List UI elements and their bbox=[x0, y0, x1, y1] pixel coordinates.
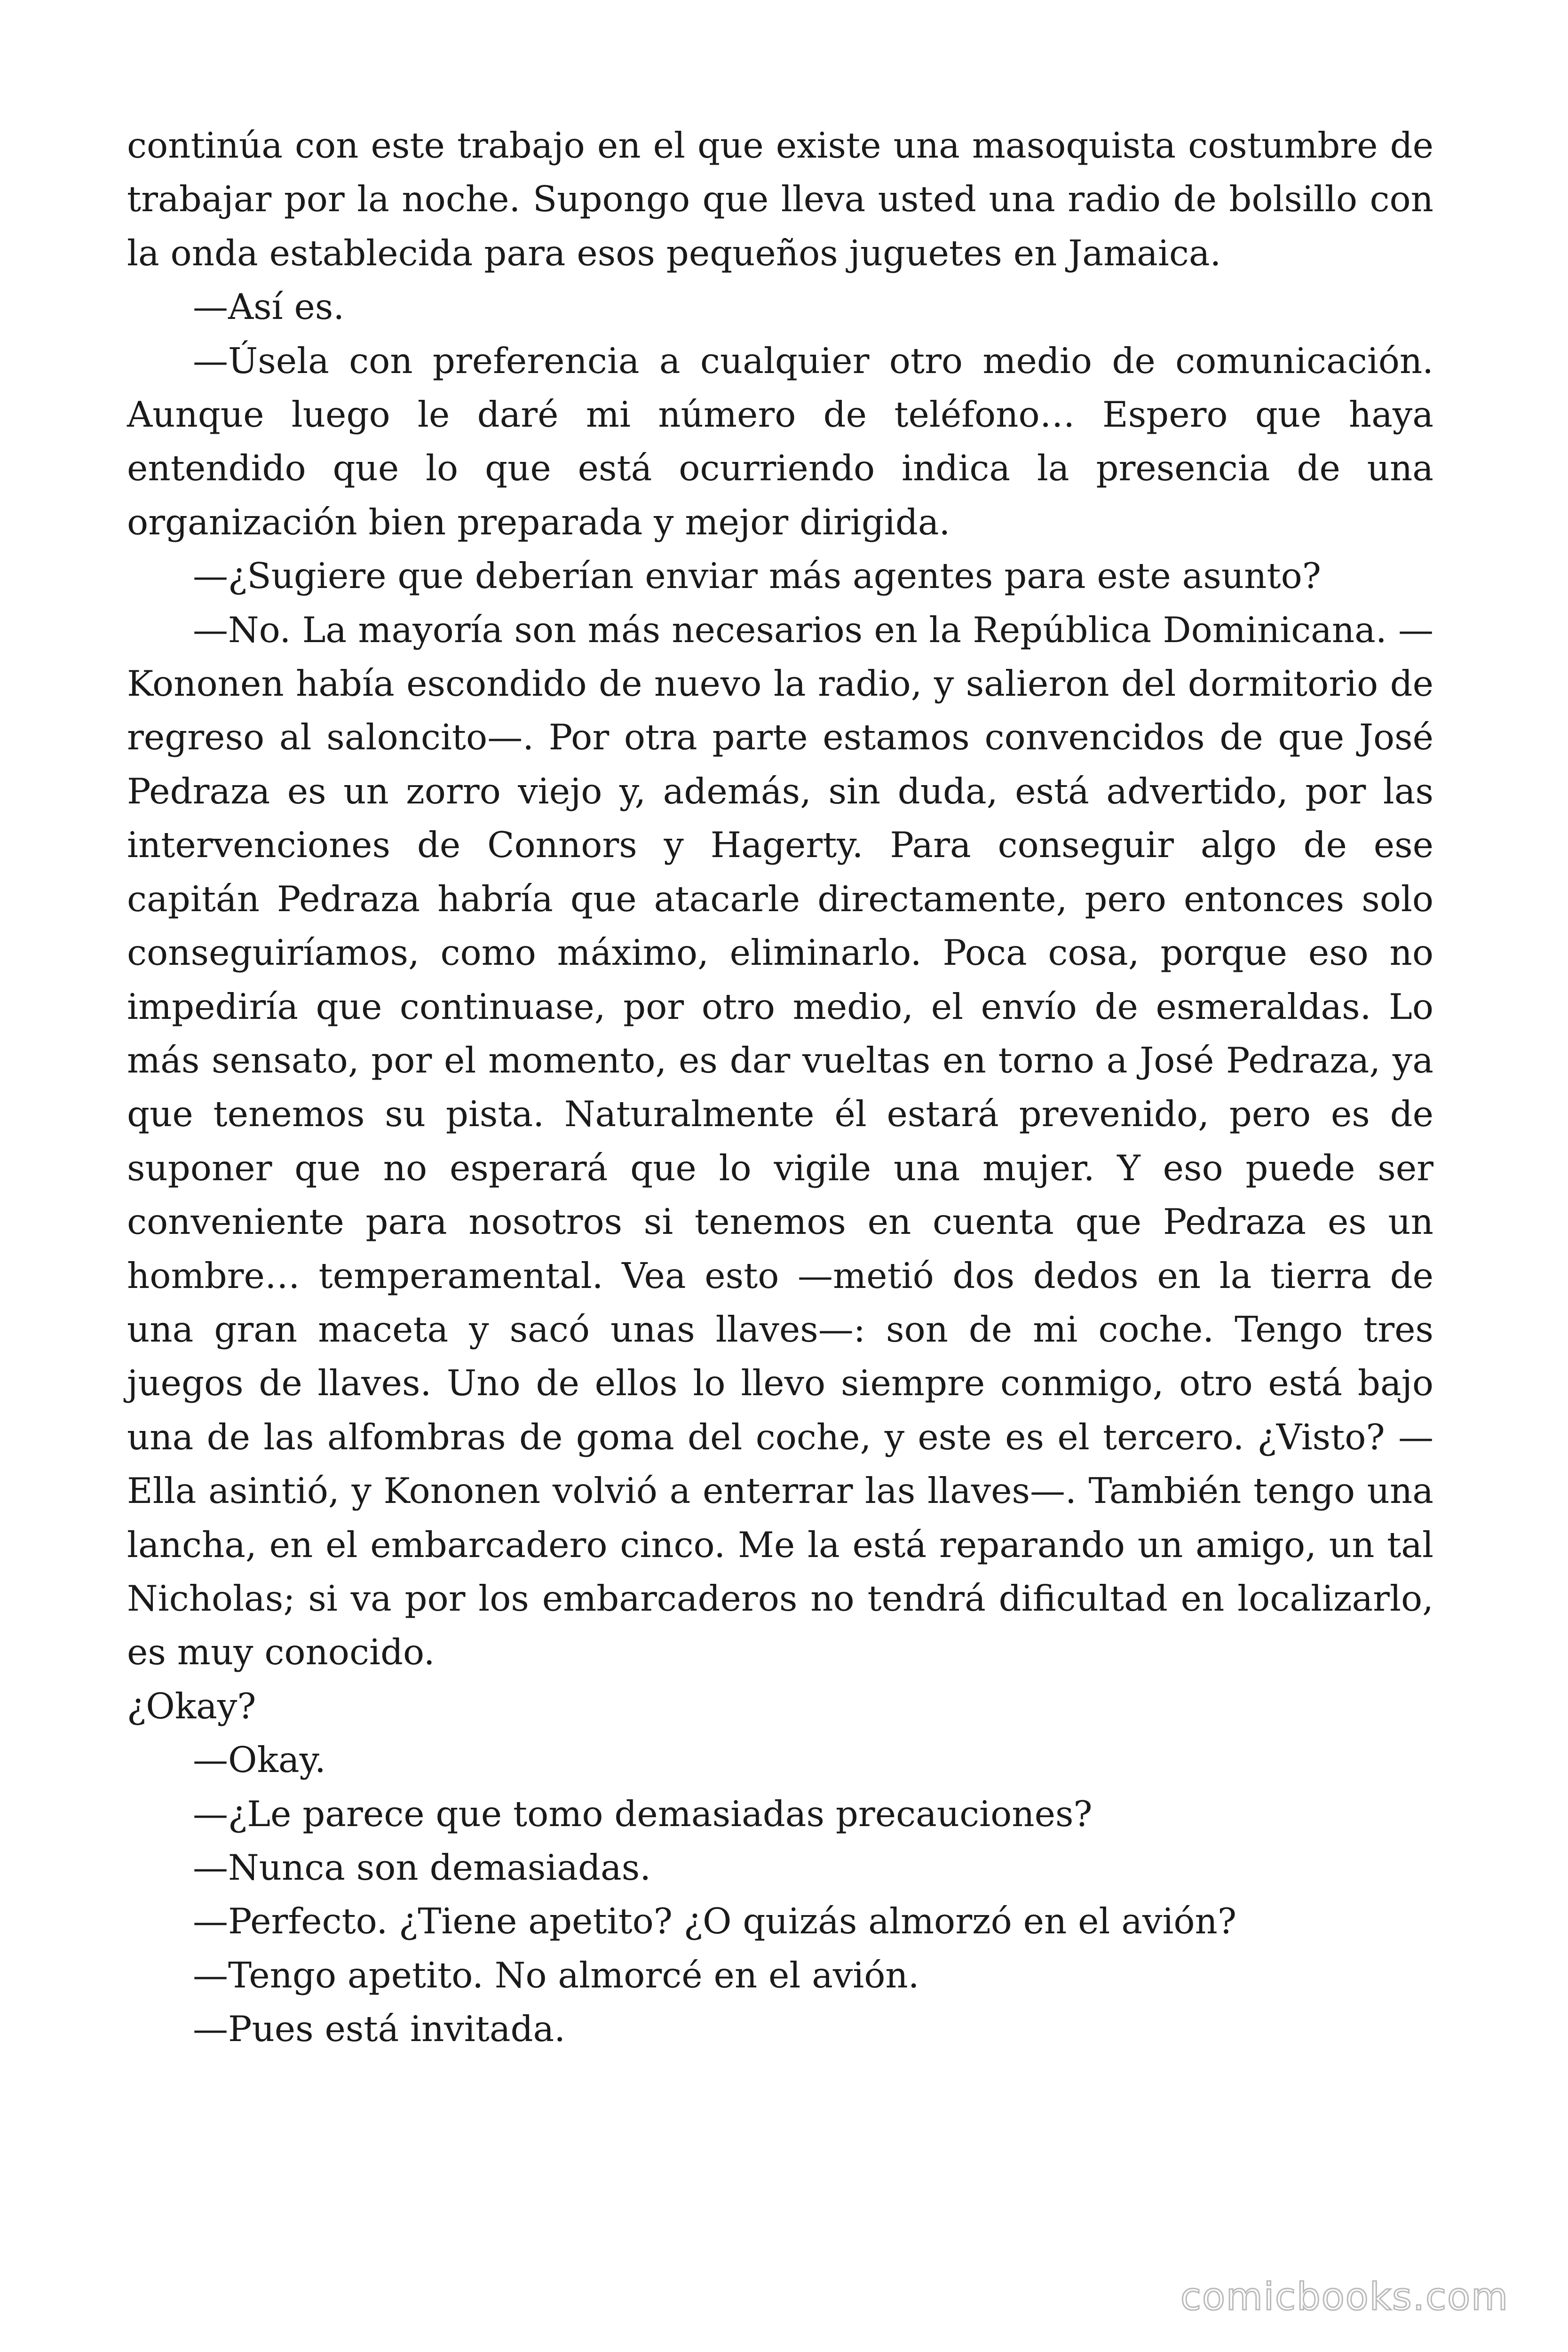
dialogue-line: —Así es. bbox=[193, 286, 345, 328]
dialogue-line: —Nunca son demasiadas. bbox=[193, 1847, 651, 1888]
dialogue-line: —¿Sugiere que deberían enviar más agentes para este asunto? bbox=[193, 555, 1321, 597]
dialogue-line: —No. La mayoría son más necesarios en la República Dominicana. —Kononen había escondido de nuevo la radio, y salieron del dormitorio de regreso al saloncito—. Por otra parte estamos convencidos de que José Pedraza es un zorro viejo y, además, sin duda, está advertido, por las intervenciones de Connors y Hagerty. Para conseguir algo de ese capitán Pedraza habría que atacarle directamente, pero entonces solo conseguiríamos, como máximo, eliminarlo. Poca cosa, porque eso no impediría que continuase, por otro medio, el envío de esmeraldas. Lo más sensato, por el momento, es dar vueltas en torno a José Pedraza, ya que tenemos su pista. Naturalmente él estará prevenido, pero es de suponer que no esperará que lo vigile una mujer. Y eso puede ser conveniente para nosotros si tenemos en cuenta que Pedraza es un hombre… temperamental. Vea esto —metió dos dedos en la tierra de una gran maceta y sacó unas llaves—: son de mi coche. Tengo tres juegos de llaves. Uno de ellos lo llevo siempre conmigo, otro está bajo una de las alfombras de goma del coche, y este es el tercero. ¿Visto? —Ella asintió, y Kononen volvió a enterrar las llaves—. También tengo una lancha, en el embarcadero cinco. Me la está reparando un amigo, un tal Nicholas; si va por los embarcaderos no tendrá dificultad en localizarlo, es muy conocido. bbox=[127, 609, 1433, 1673]
dialogue-line: —Perfecto. ¿Tiene apetito? ¿O quizás almorzó en el avión? bbox=[193, 1900, 1237, 1942]
dialogue-line: —Tengo apetito. No almorcé en el avión. bbox=[193, 1954, 919, 1996]
dialogue-line: —Pues está invitada. bbox=[193, 2008, 566, 2050]
paragraph-continuation: continúa con este trabajo en el que existe una masoquista costumbre de trabajar por la noche. Supongo que lleva usted una radio de bolsillo con la onda establecida para esos pequeños juguetes en Jamaica. bbox=[127, 125, 1433, 274]
dialogue-line: —¿Le parece que tomo demasiadas precauciones? bbox=[193, 1793, 1093, 1835]
dialogue-line-continuation: ¿Okay? bbox=[127, 1685, 256, 1727]
dialogue-line: —Okay. bbox=[193, 1739, 326, 1781]
page-body-text bbox=[127, 119, 1433, 2056]
watermark-text: comicbooks.com bbox=[1180, 2275, 1509, 2319]
dialogue-line: —Úsela con preferencia a cualquier otro medio de comunicación. Aunque luego le daré mi número de teléfono… Espero que haya entendido que lo que está ocurriendo indica la presencia de una organización bien preparada y mejor dirigida. bbox=[127, 340, 1433, 543]
